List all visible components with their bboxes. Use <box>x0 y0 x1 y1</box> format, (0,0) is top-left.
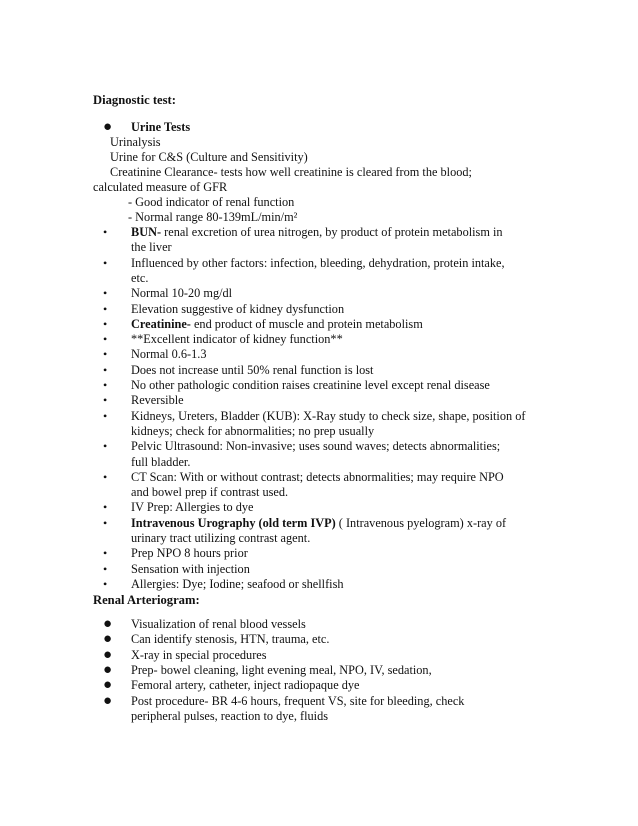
urine-tests-label: Urine Tests <box>131 120 191 134</box>
bullet-icon: • <box>103 576 108 591</box>
bullet-icon: • <box>103 225 108 239</box>
bold-term: Creatinine- <box>131 316 191 331</box>
list-item-text <box>131 286 232 301</box>
list-item-text <box>131 347 206 362</box>
list-item-body: IV Prep: Allergies to dye <box>131 500 254 515</box>
good-indicator-line: - Good indicator of renal function <box>128 195 295 209</box>
list-item-continuation: peripheral pulses, reaction to dye, fluids <box>131 708 329 723</box>
creatinine-clearance-continuation: calculated measure of GFR <box>93 180 228 194</box>
list-item-body: No other pathologic condition raises creatinine level except renal disease <box>131 378 490 392</box>
bullet-icon: ● <box>103 119 113 135</box>
bullet-icon: • <box>103 347 108 362</box>
list-item-continuation: urinary tract utilizing contrast agent. <box>131 531 311 545</box>
list-item-text <box>131 516 506 531</box>
list-item-continuation: full bladder. <box>131 454 191 469</box>
list-item-text <box>131 500 254 515</box>
list-item-body: **Excellent indicator of kidney function** <box>131 332 343 347</box>
bullet-icon: • <box>103 316 108 331</box>
bullet-icon: • <box>103 332 108 347</box>
bullet-icon: ● <box>103 646 113 663</box>
list-item-text <box>131 393 184 408</box>
bullet-icon: ● <box>103 692 113 709</box>
list-item-continuation: the liver <box>131 240 172 255</box>
list-item-body: CT Scan: With or without contrast; detects abnormalities; may require NPO <box>131 469 504 484</box>
list-item-body: Elevation suggestive of kidney dysfunction <box>131 301 345 316</box>
list-item-body: Pelvic Ultrasound: Non-invasive; uses sound waves; detects abnormalities; <box>131 439 501 454</box>
bold-term: Intravenous Urography (old term IVP) <box>131 515 336 530</box>
bullet-icon: • <box>103 286 108 301</box>
list-item-body: Sensation with injection <box>131 561 250 576</box>
list-item-continuation: and bowel prep if contrast used. <box>131 485 289 500</box>
bullet-icon: • <box>103 393 108 408</box>
list-item-body: Influenced by other factors: infection, bleeding, dehydration, protein intake, <box>131 255 505 270</box>
list-item-text <box>131 439 500 454</box>
list-item-body: Allergies: Dye; Iodine; seafood or shellfish <box>131 576 344 591</box>
list-item-text <box>131 562 250 577</box>
list-item-body: renal excretion of urea nitrogen, by product of protein metabolism in <box>161 225 503 239</box>
list-item-continuation: kidneys; check for abnormalities; no prep usually <box>131 423 375 438</box>
bullet-icon: • <box>103 301 108 316</box>
bullet-icon: • <box>103 561 108 576</box>
list-item-text <box>131 302 344 317</box>
list-item-text <box>131 470 504 485</box>
list-item-text: Prep- bowel cleaning, light evening meal, NPO, IV, sedation, <box>131 662 432 677</box>
diagnostic-test-heading: Diagnostic test: <box>93 93 176 107</box>
bullet-icon: • <box>103 546 108 561</box>
creatinine-clearance-line: Creatinine Clearance- tests how well creatinine is cleared from the blood; <box>110 165 472 179</box>
list-item-body: Kidneys, Ureters, Bladder (KUB): X-Ray study to check size, shape, position of <box>131 408 526 423</box>
list-item-text <box>131 363 373 378</box>
list-item-text <box>131 317 423 332</box>
list-item-text: Can identify stenosis, HTN, trauma, etc. <box>131 632 330 647</box>
bullet-icon: • <box>103 408 108 423</box>
bullet-icon: • <box>103 378 108 392</box>
bullet-icon: • <box>103 515 108 530</box>
list-item-text <box>131 378 490 393</box>
list-item-body: Prep NPO 8 hours prior <box>131 546 248 561</box>
list-item-text <box>131 256 505 271</box>
bullet-icon: • <box>103 439 108 454</box>
urinalysis-line: Urinalysis <box>110 135 161 149</box>
list-item-text: Visualization of renal blood vessels <box>131 617 306 631</box>
bullet-icon: ● <box>103 661 113 678</box>
urine-cs-line: Urine for C&S (Culture and Sensitivity) <box>110 150 308 164</box>
list-item-text: Post procedure- BR 4-6 hours, frequent VS, site for bleeding, check <box>131 693 465 708</box>
list-item-text <box>131 546 248 561</box>
bullet-icon: • <box>103 255 108 270</box>
list-item-continuation: etc. <box>131 270 149 285</box>
bullet-icon: • <box>103 469 108 484</box>
bold-term: BUN- <box>131 225 162 239</box>
list-item-body: Does not increase until 50% renal function is lost <box>131 362 374 377</box>
bullet-icon: ● <box>103 616 113 632</box>
bullet-icon: ● <box>103 631 113 648</box>
list-item-text <box>131 577 344 592</box>
renal-arteriogram-heading: Renal Arteriogram: <box>93 593 200 607</box>
bullet-icon: ● <box>103 677 113 694</box>
list-item-body: Reversible <box>131 393 184 408</box>
bullet-icon: • <box>103 362 108 377</box>
bullet-icon: • <box>103 500 108 515</box>
list-item-text: Femoral artery, catheter, inject radiopaque dye <box>131 678 360 693</box>
list-item-body: Normal 10-20 mg/dl <box>131 286 233 301</box>
list-item-body: ( Intravenous pyelogram) x-ray of <box>335 515 507 530</box>
list-item-text <box>131 225 503 240</box>
list-item-text: X-ray in special procedures <box>131 647 267 662</box>
normal-range-line: - Normal range 80-139mL/min/m² <box>128 210 298 224</box>
list-item-body: Normal 0.6-1.3 <box>131 347 207 362</box>
list-item-text <box>131 332 343 347</box>
list-item-text <box>131 409 525 424</box>
list-item-body: end product of muscle and protein metabolism <box>190 316 423 331</box>
